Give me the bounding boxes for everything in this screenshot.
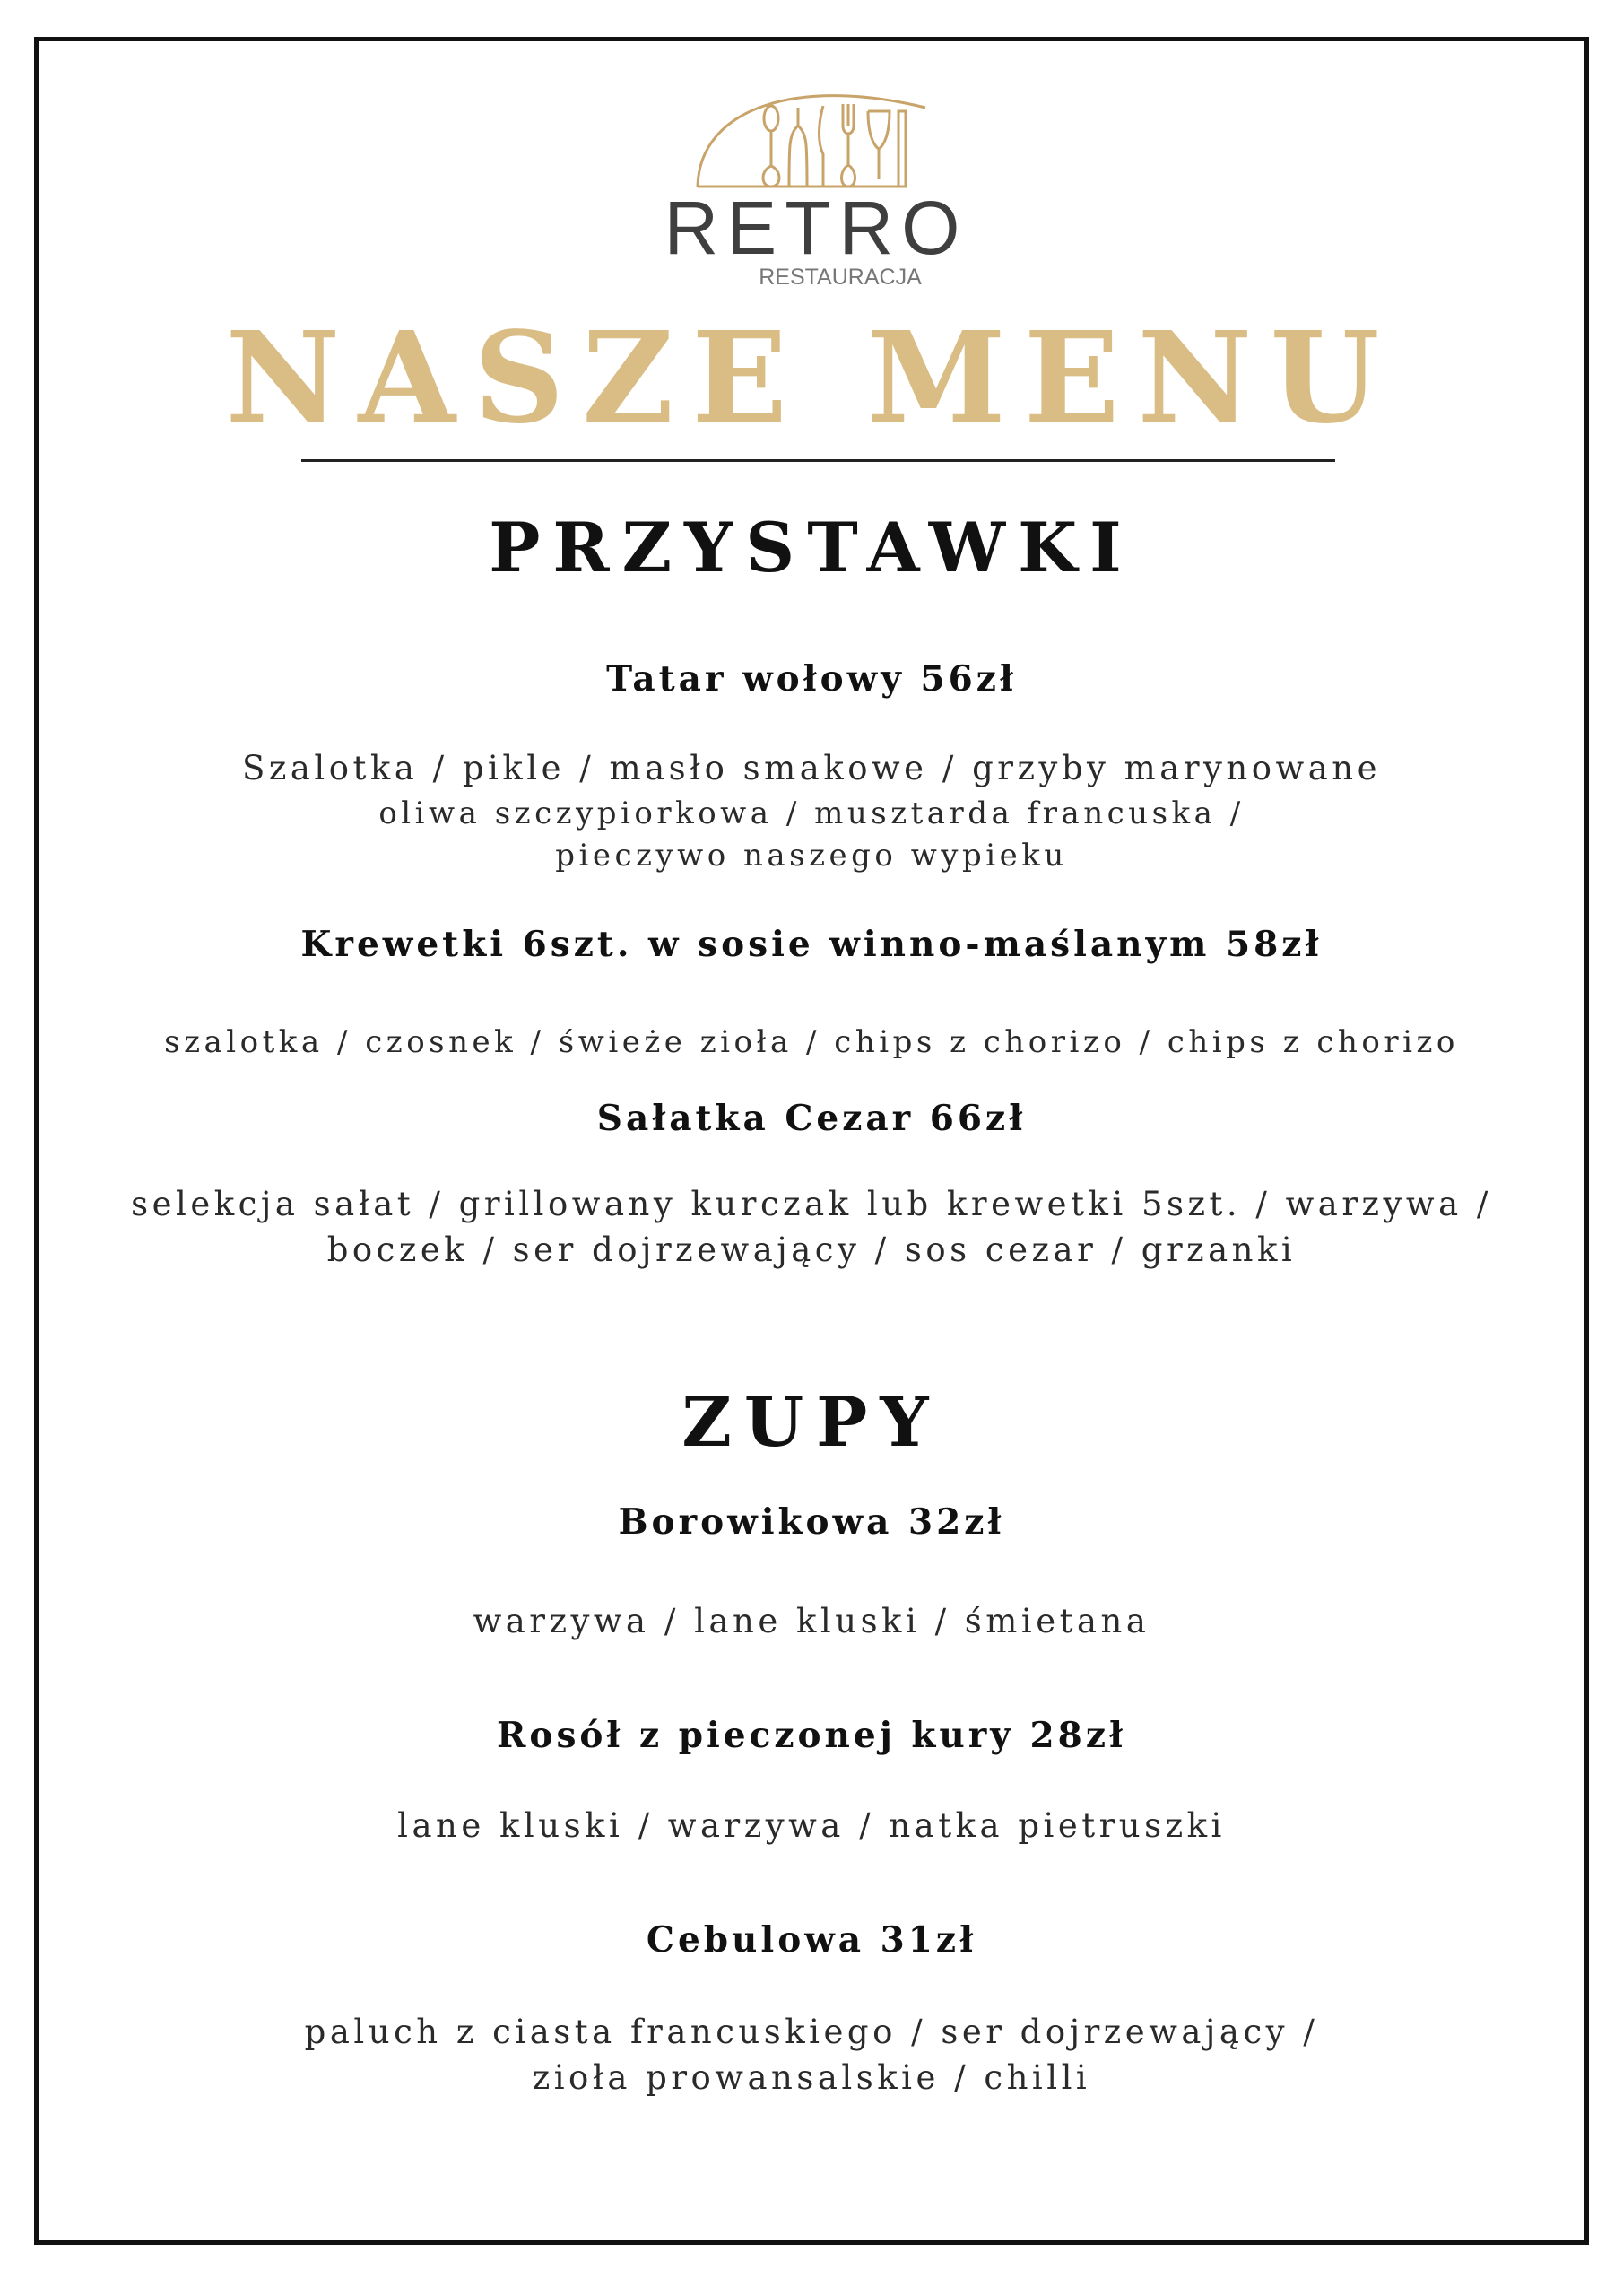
dish-description: Szalotka / pikle / masło smakowe / grzyby marynowane [242,749,1381,787]
title-divider [301,459,1335,462]
dish-description: oliwa szczypiorkowa / musztarda francuska / [378,796,1245,831]
section-title-zupy: ZUPY [681,1382,942,1462]
dish-description: lane kluski / warzywa / natka pietruszki [397,1806,1226,1845]
dish-description: szalotka / czosnek / świeże zioła / chips z chorizo / chips z chorizo [164,1024,1459,1060]
tableware-arc-icon [664,72,968,197]
logo-name: RETRO [664,186,968,270]
section-title-przystawki: PRZYSTAWKI [489,508,1134,587]
restaurant-logo [664,72,968,296]
dish-name: Borowikowa 32zł [618,1501,1005,1543]
dish-name: Cebulowa 31zł [646,1919,977,1961]
dish-description: boczek / ser dojrzewający / sos cezar / grzanki [326,1231,1297,1269]
dish-name: Tatar wołowy 56zł [606,658,1017,700]
dish-name: Rosół z pieczonej kury 28zł [497,1715,1126,1756]
dish-description: warzywa / lane kluski / śmietana [473,1602,1150,1640]
dish-description: zioła prowansalskie / chilli [532,2058,1091,2097]
dish-description: selekcja sałat / grillowany kurczak lub krewetki 5szt. / warzywa / [131,1185,1492,1223]
logo-subtitle: RESTAURACJA [759,265,922,290]
dish-description: pieczywo naszego wypieku [555,838,1068,874]
dish-name: Krewetki 6szt. w sosie winno-maślanym 58zł [300,924,1323,965]
menu-title: NASZE MENU [225,305,1398,452]
dish-name: Sałatka Cezar 66zł [596,1098,1027,1139]
dish-description: paluch z ciasta francuskiego / ser dojrzewający / [304,2013,1319,2051]
